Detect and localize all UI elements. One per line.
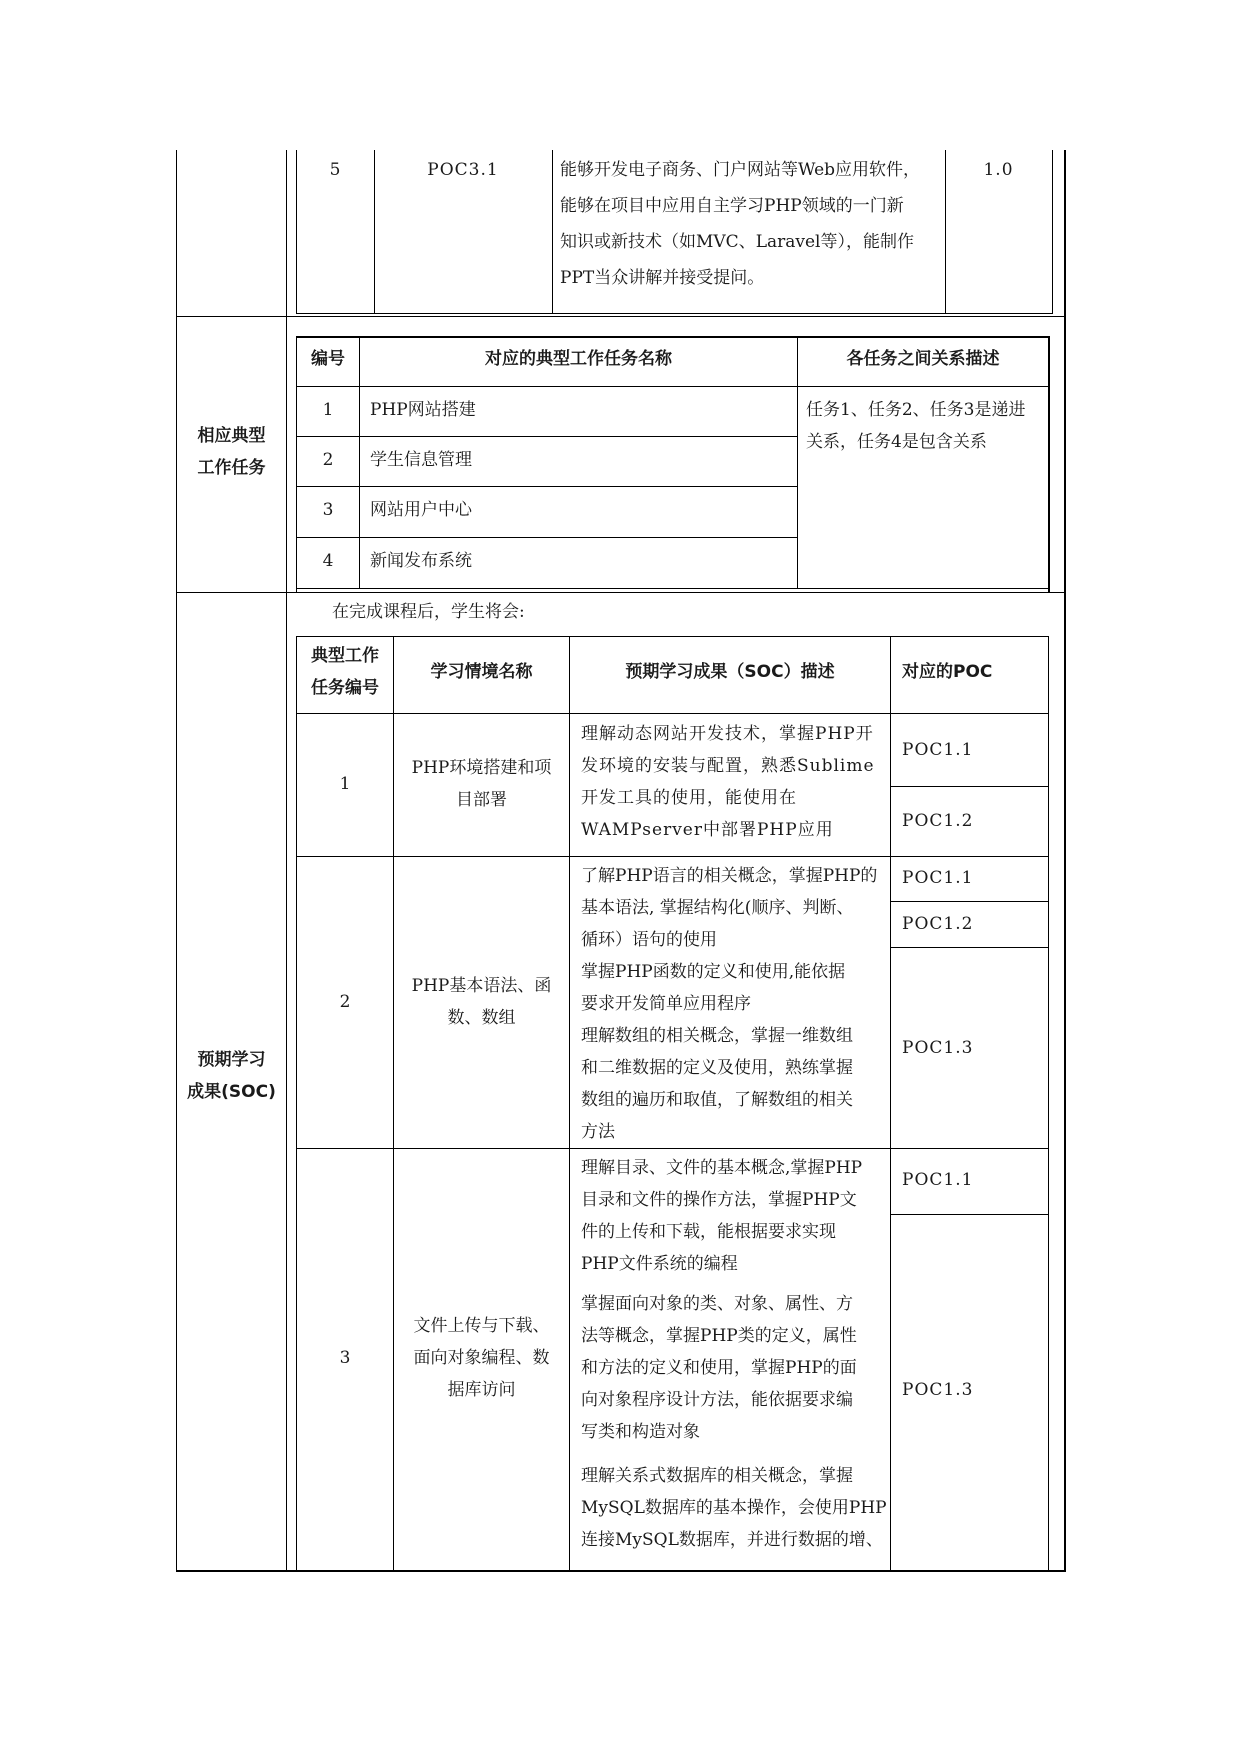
row5-poc: POC3.1 <box>427 160 499 180</box>
soc-row-scenario-line: 面向对象编程、数 <box>413 1348 550 1368</box>
task-row-no: 2 <box>322 450 334 470</box>
soc-header-desc: 预期学习成果（SOC）描述 <box>625 662 835 682</box>
task-row-name: 网站用户中心 <box>370 500 472 520</box>
soc-row-desc-line: 理解关系式数据库的相关概念，掌握 <box>581 1466 853 1486</box>
soc-row-scenario-line: 文件上传与下载、 <box>413 1316 550 1336</box>
soc-row-desc-line: 法等概念，掌握PHP类的定义，属性 <box>581 1326 857 1346</box>
task-row-no: 1 <box>322 400 334 420</box>
tasks-header-no: 编号 <box>311 349 345 369</box>
soc-header-task-no-2: 任务编号 <box>311 678 379 698</box>
soc-row-desc-line: 掌握面向对象的类、对象、属性、方 <box>581 1294 853 1314</box>
soc-row-scenario-line: 据库访问 <box>447 1380 516 1400</box>
soc-intro: 在完成课程后，学生将会: <box>332 602 525 622</box>
task-row-name: 新闻发布系统 <box>370 551 472 571</box>
soc-row-desc-line: 发环境的安装与配置，熟悉Sublime <box>581 756 875 776</box>
soc-row-no: 3 <box>339 1348 351 1368</box>
soc-row-desc-line: 件的上传和下载，能根据要求实现 <box>581 1222 836 1242</box>
soc-row-scenario-line: PHP基本语法、函 <box>411 976 552 996</box>
row5-number: 5 <box>329 160 341 180</box>
soc-row-desc-line: 和二维数据的定义及使用，熟练掌握 <box>581 1058 853 1078</box>
soc-row-poc: POC1.3 <box>902 1380 974 1400</box>
soc-row-desc-line: MySQL数据库的基本操作，会使用PHP <box>581 1498 887 1518</box>
soc-row-poc: POC1.2 <box>902 914 974 934</box>
soc-row-poc: POC1.1 <box>902 1170 974 1190</box>
soc-row-desc-line: 写类和构造对象 <box>581 1422 700 1442</box>
soc-row-poc: POC1.2 <box>902 811 974 831</box>
task-row-no: 3 <box>322 500 334 520</box>
tasks-header-relation: 各任务之间关系描述 <box>846 349 1000 369</box>
soc-row-scenario-line: PHP环境搭建和项 <box>411 758 552 778</box>
soc-row-desc-line: 理解数组的相关概念，掌握一维数组 <box>581 1026 853 1046</box>
soc-section-label-2: 成果(SOC) <box>187 1082 276 1102</box>
soc-row-desc-line: WAMPserver中部署PHP应用 <box>581 820 834 840</box>
soc-row-desc-line: 掌握PHP函数的定义和使用,能依据 <box>581 962 846 982</box>
task-row-no: 4 <box>322 551 334 571</box>
soc-row-desc-line: 向对象程序设计方法，能依据要求编 <box>581 1390 853 1410</box>
soc-header-task-no-1: 典型工作 <box>311 646 379 666</box>
soc-row-desc-line: 循环）语句的使用 <box>581 930 717 950</box>
tasks-section-label-2: 工作任务 <box>197 458 266 478</box>
soc-row-desc-line: 和方法的定义和使用，掌握PHP的面 <box>581 1358 857 1378</box>
row5-weight: 1.0 <box>983 160 1014 180</box>
task-row-name: 学生信息管理 <box>370 450 472 470</box>
soc-row-desc-line: 开发工具的使用，能使用在 <box>581 788 797 808</box>
row5-desc-line-4: PPT当众讲解并接受提问。 <box>560 268 765 288</box>
row5-desc-line-1: 能够开发电子商务、门户网站等Web应用软件， <box>560 160 921 180</box>
soc-row-poc: POC1.1 <box>902 868 974 888</box>
row5-desc-line-2: 能够在项目中应用自主学习PHP领域的一门新 <box>560 196 904 216</box>
tasks-relation-line-2: 关系，任务4是包含关系 <box>806 432 987 452</box>
soc-section-label-1: 预期学习 <box>197 1050 266 1070</box>
tasks-header-name: 对应的典型工作任务名称 <box>485 349 672 369</box>
soc-header-poc: 对应的POC <box>902 662 993 682</box>
soc-header-scenario: 学习情境名称 <box>430 662 533 682</box>
soc-row-desc-line: 目录和文件的操作方法，掌握PHP文 <box>581 1190 857 1210</box>
task-row-name: PHP网站搭建 <box>370 400 476 420</box>
soc-row-desc-line: 方法 <box>581 1122 615 1142</box>
soc-row-poc: POC1.3 <box>902 1038 974 1058</box>
soc-row-desc-line: 理解动态网站开发技术，掌握PHP开 <box>581 724 874 744</box>
soc-row-poc: POC1.1 <box>902 740 974 760</box>
soc-row-desc-line: PHP文件系统的编程 <box>581 1254 738 1274</box>
soc-row-desc-line: 数组的遍历和取值，了解数组的相关 <box>581 1090 853 1110</box>
soc-row-scenario-line: 数、数组 <box>447 1008 516 1028</box>
soc-row-desc-line: 连接MySQL数据库，并进行数据的增、 <box>581 1530 883 1550</box>
soc-row-no: 1 <box>339 774 351 794</box>
soc-row-desc-line: 理解目录、文件的基本概念,掌握PHP <box>581 1158 863 1178</box>
tasks-section-label-1: 相应典型 <box>197 426 266 446</box>
soc-row-no: 2 <box>339 992 351 1012</box>
soc-row-scenario-line: 目部署 <box>456 790 507 810</box>
soc-row-desc-line: 基本语法, 掌握结构化(顺序、判断、 <box>581 898 854 918</box>
tasks-relation-line-1: 任务1、任务2、任务3是递进 <box>806 400 1026 420</box>
soc-row-desc-line: 了解PHP语言的相关概念，掌握PHP的 <box>581 866 878 886</box>
soc-row-desc-line: 要求开发简单应用程序 <box>581 994 751 1014</box>
row5-desc-line-3: 知识或新技术（如MVC、Laravel等），能制作 <box>560 232 914 252</box>
